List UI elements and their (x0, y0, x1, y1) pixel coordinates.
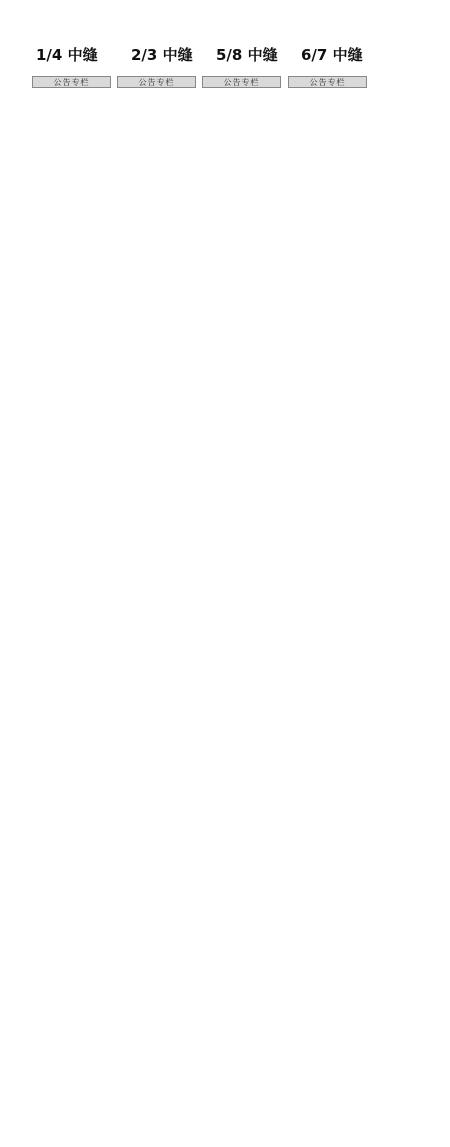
label-col-1: 1/4 中缝 (36, 46, 98, 64)
announcement-column-1 (32, 76, 111, 1135)
column-header: 公告专栏 (202, 76, 281, 88)
label-col-2: 2/3 中缝 (131, 46, 193, 64)
column-header: 公告专栏 (288, 76, 367, 88)
label-col-3: 5/8 中缝 (216, 46, 278, 64)
announcement-column-3 (202, 76, 281, 1135)
announcement-column-4 (288, 76, 367, 1135)
label-col-4: 6/7 中缝 (301, 46, 363, 64)
page-labels (0, 44, 450, 68)
column-header: 公告专栏 (32, 76, 111, 88)
announcement-column-2 (117, 76, 196, 1135)
column-header: 公告专栏 (117, 76, 196, 88)
